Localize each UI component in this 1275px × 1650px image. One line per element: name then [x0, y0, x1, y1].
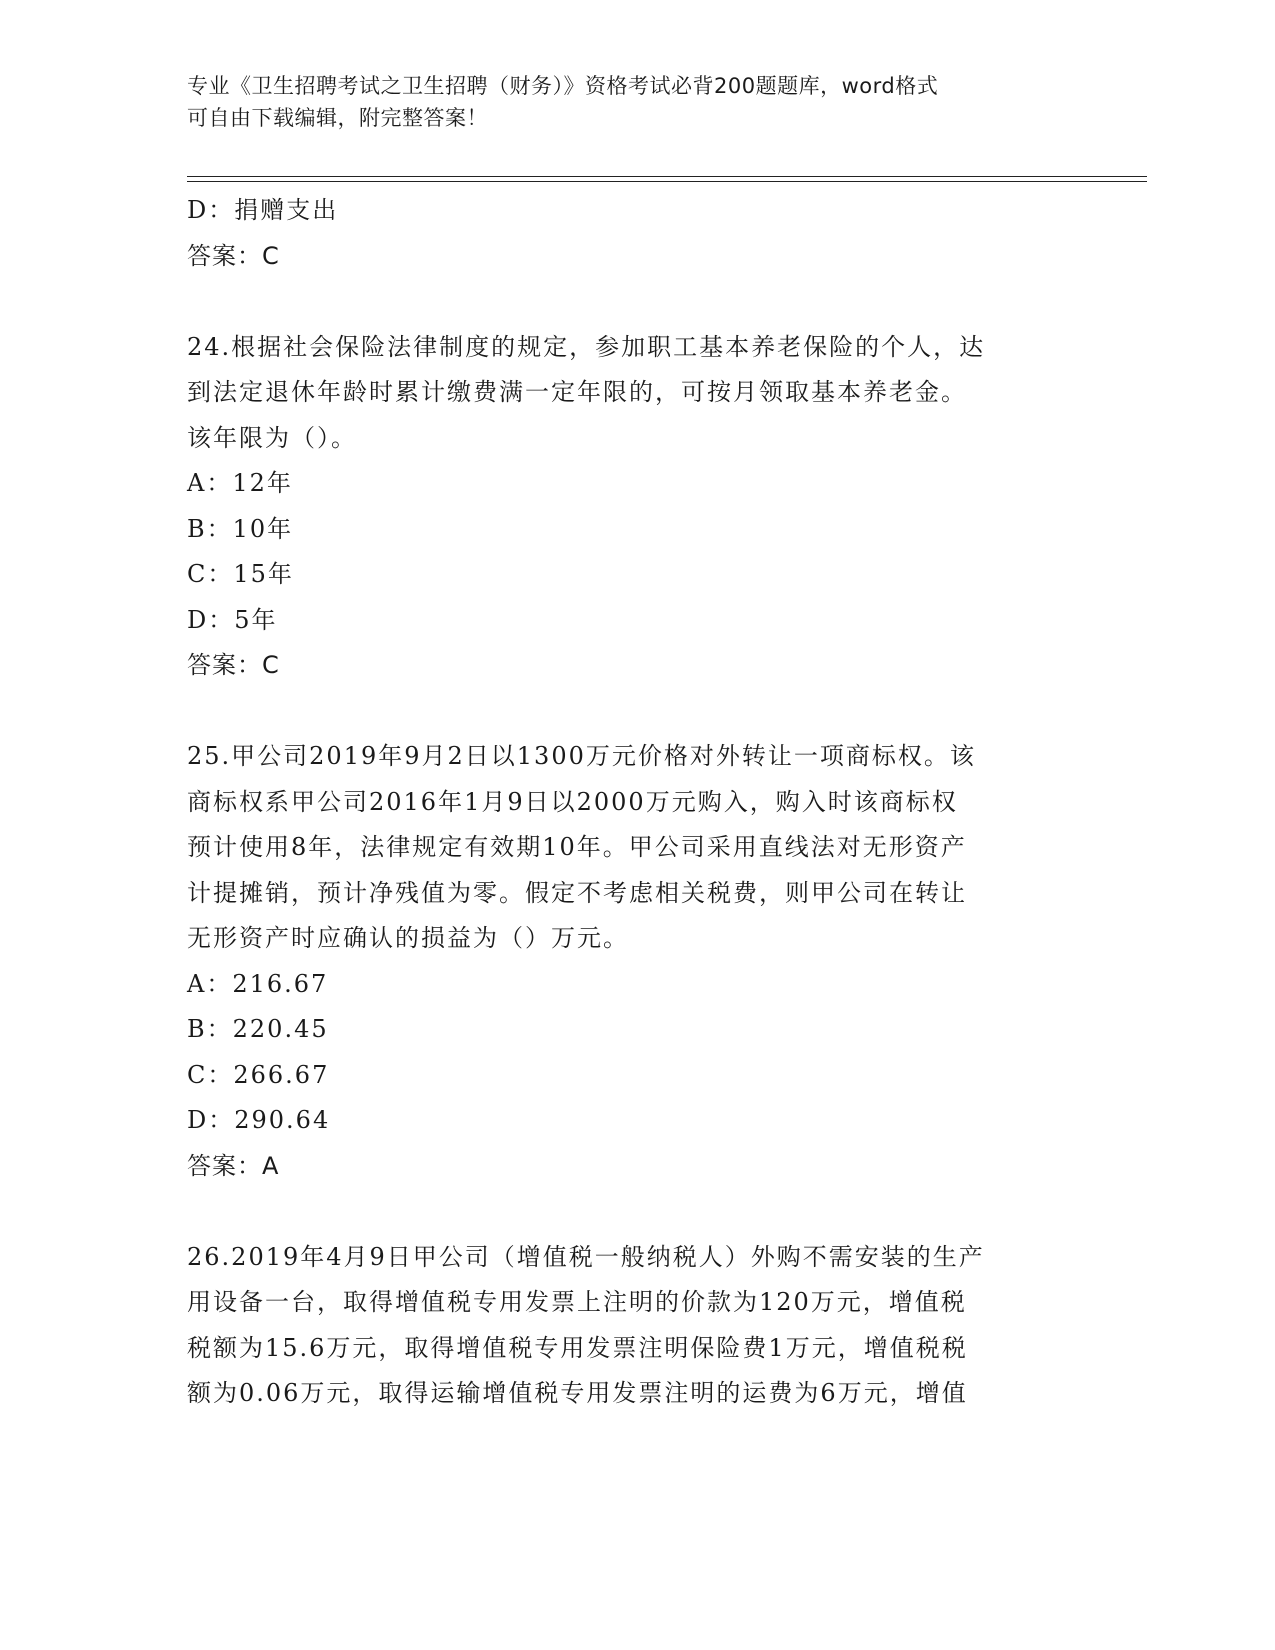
q24-stem-line: 该年限为（）。: [187, 423, 357, 452]
spacer: [187, 689, 1087, 735]
q25-option-b: B：220.45: [187, 1015, 329, 1043]
question-25: [187, 734, 1087, 1189]
prev-answer: 答案：C: [187, 241, 280, 270]
q24-stem-line: 24.根据社会保险法律制度的规定，参加职工基本养老保险的个人，达: [187, 332, 986, 361]
q24-answer: 答案：C: [187, 651, 280, 679]
prev-option-d: D：捐赠支出: [187, 196, 339, 224]
q26-stem-line: 税额为15.6万元，取得增值税专用发票注明保险费1万元，增值税税: [187, 1333, 968, 1362]
header-divider-thick: [187, 176, 1147, 177]
q26-stem-line: 26.2019年4月9日甲公司（增值税一般纳税人）外购不需安装的生产: [187, 1242, 985, 1271]
q24-option-a: A：12年: [187, 469, 293, 497]
spacer: [187, 279, 1087, 325]
q25-option-a: A：216.67: [187, 969, 329, 998]
document-header: [187, 70, 1067, 134]
q25-option-d: D：290.64: [187, 1106, 331, 1134]
header-title-line-1: 专业《卫生招聘考试之卫生招聘（财务）》资格考试必背200题题库，word格式: [187, 74, 939, 98]
q25-stem-line: 预计使用8年，法律规定有效期10年。甲公司采用直线法对无形资产: [187, 833, 967, 861]
q25-stem-line: 25.甲公司2019年9月2日以1300万元价格对外转让一项商标权。该: [187, 742, 976, 770]
question-26: [187, 1235, 1087, 1417]
question-content: [187, 188, 1087, 1417]
header-title-line-2: 可自由下载编辑，附完整答案！: [187, 106, 488, 130]
q25-stem-line: 商标权系甲公司2016年1月9日以2000万元购入，购入时该商标权: [187, 787, 958, 816]
q24-stem-line: 到法定退休年龄时累计缴费满一定年限的，可按月领取基本养老金。: [187, 378, 967, 406]
header-divider-thin: [187, 181, 1147, 182]
q25-stem-line: 无形资产时应确认的损益为（）万元。: [187, 924, 629, 952]
spacer: [187, 1189, 1087, 1235]
q26-stem-line: 用设备一台，取得增值税专用发票上注明的价款为120万元，增值税: [187, 1288, 967, 1316]
q24-option-d: D：5年: [187, 605, 278, 634]
q25-option-c: C：266.67: [187, 1060, 330, 1089]
q25-stem-line: 计提摊销，预计净残值为零。假定不考虑相关税费，则甲公司在转让: [187, 878, 967, 907]
question-24: [187, 325, 1087, 689]
q24-option-c: C：15年: [187, 560, 294, 588]
q25-answer: 答案：A: [187, 1151, 280, 1180]
q26-stem-line: 额为0.06万元，取得运输增值税专用发票注明的运费为6万元，增值: [187, 1379, 968, 1407]
q24-option-b: B：10年: [187, 514, 294, 543]
